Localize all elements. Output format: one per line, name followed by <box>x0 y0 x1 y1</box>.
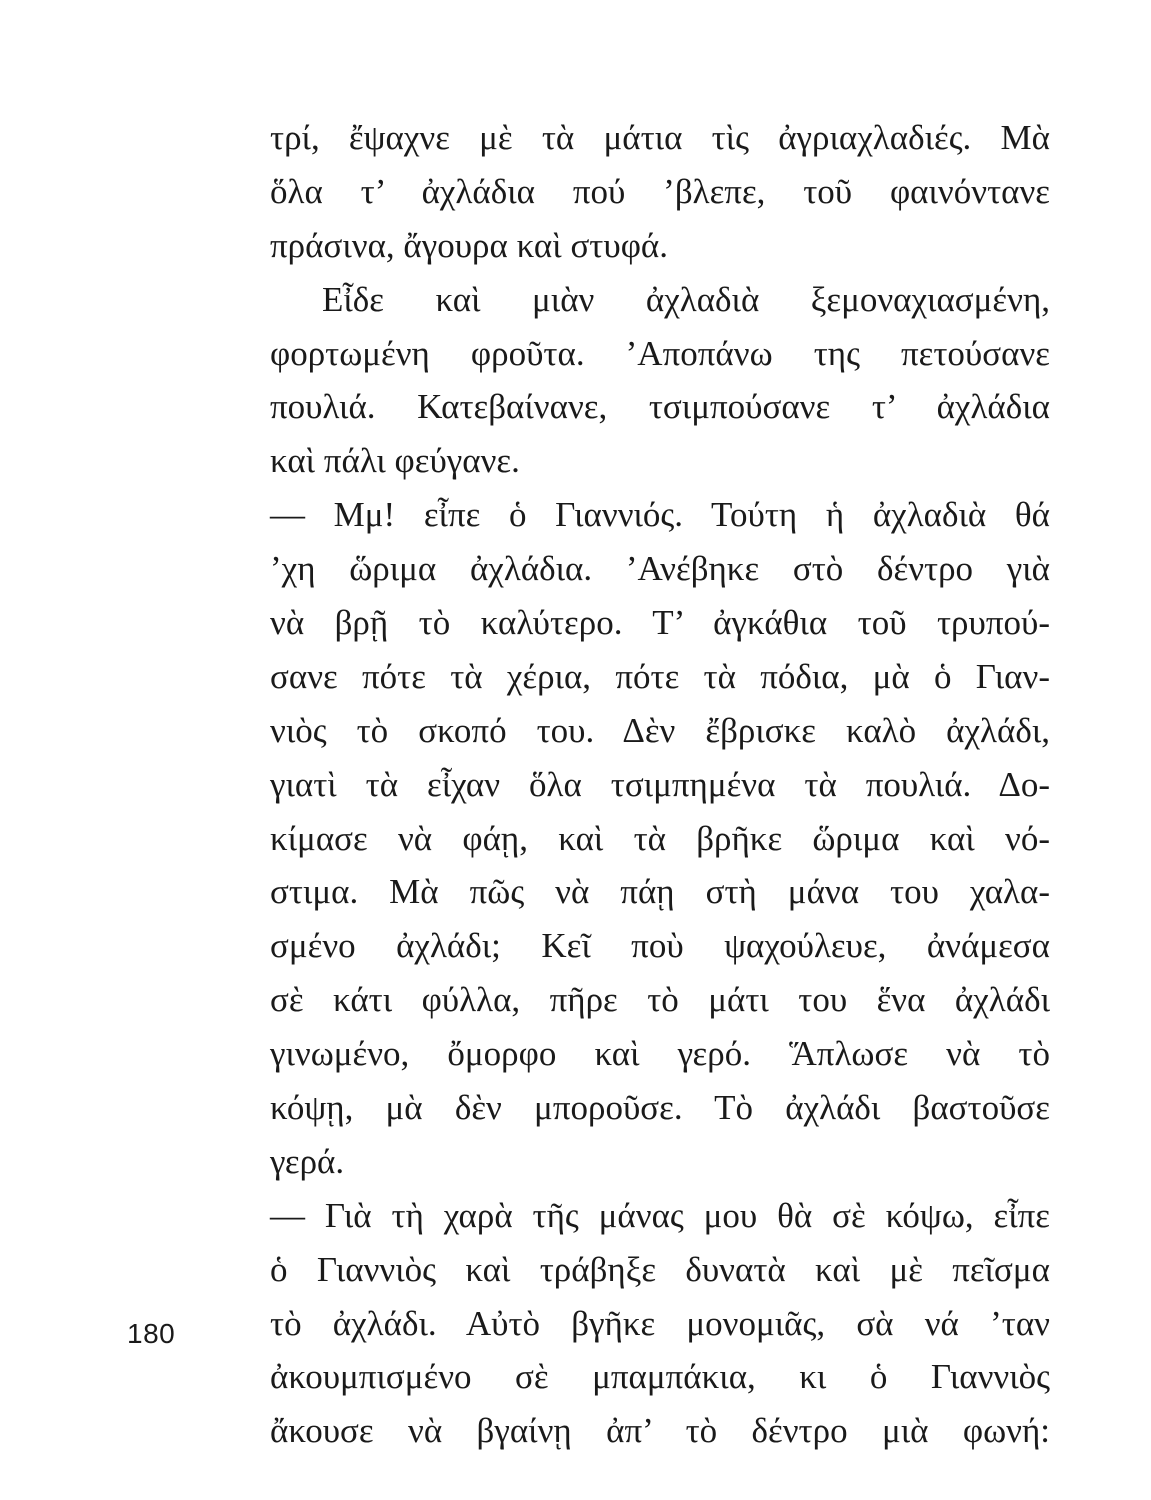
dialogue-line: — Γιὰ τὴ χαρὰ τῆς μάνας μου θὰ σὲ κόψω, εἶπε <box>270 1195 1050 1235</box>
dialogue-line: — Μμ! εἶπε ὁ Γιαννιός. Τούτη ἡ ἀχλαδιὰ θά <box>270 495 1050 535</box>
text-line: γερά. <box>270 1141 345 1181</box>
text-line: στιμα. Μὰ πῶς νὰ πάῃ στὴ μάνα του χαλα- <box>270 872 1050 912</box>
text-line: τὸ ἀχλάδι. Αὐτὸ βγῆκε μονομιᾶς, σὰ νά ’ταν <box>270 1303 1050 1343</box>
text-line: νιὸς τὸ σκοπό του. Δὲν ἔβρισκε καλὸ ἀχλάδι, <box>270 710 1050 750</box>
text-line: ἄκουσε νὰ βγαίνῃ ἀπ’ τὸ δέντρο μιὰ φωνή: <box>270 1411 1050 1451</box>
text-line: πουλιά. Κατεβαίνανε, τσιμπούσανε τ’ ἀχλάδια <box>270 387 1050 427</box>
page-number: 180 <box>127 1318 176 1349</box>
text-line: ’χη ὥριμα ἀχλάδια. ’Ανέβηκε στὸ δέντρο γιὰ <box>270 549 1050 589</box>
text-line: γιατὶ τὰ εἶχαν ὅλα τσιμπημένα τὰ πουλιά. Δο- <box>270 764 1050 804</box>
text-line: ἀκουμπισμένο σὲ μπαμπάκια, κι ὁ Γιαννιὸς <box>270 1357 1050 1397</box>
text-line: ὁ Γιαννιὸς καὶ τράβηξε δυνατὰ καὶ μὲ πεῖσμα <box>270 1249 1050 1289</box>
text-line: τρί, ἔψαχνε μὲ τὰ μάτια τὶς ἀγριαχλαδιές. Μὰ <box>270 118 1050 157</box>
text-line: ὅλα τ’ ἀχλάδια πού ’βλεπε, τοῦ φαινόντανε <box>270 171 1050 211</box>
text-line: κίμασε νὰ φάῃ, καὶ τὰ βρῆκε ὥριμα καὶ νό- <box>270 818 1050 858</box>
text-line: καὶ πάλι φεύγανε. <box>270 441 520 481</box>
text-line: σανε πότε τὰ χέρια, πότε τὰ πόδια, μὰ ὁ Γιαν- <box>270 656 1050 696</box>
text-line: κόψῃ, μὰ δὲν μποροῦσε. Τὸ ἀχλάδι βαστοῦσε <box>270 1088 1050 1128</box>
text-line: σμένο ἀχλάδι; Κεῖ ποὺ ψαχούλευε, ἀνάμεσα <box>270 926 1050 966</box>
text-line: σὲ κάτι φύλλα, πῆρε τὸ μάτι του ἕνα ἀχλάδι <box>270 980 1050 1020</box>
text-line: πράσινα, ἄγουρα καὶ στυφά. <box>270 225 668 265</box>
body-text <box>270 111 1050 1458</box>
text-line: νὰ βρῇ τὸ καλύτερο. Τ’ ἀγκάθια τοῦ τρυπού- <box>270 603 1050 643</box>
paragraph-start-line: Εἶδε καὶ μιὰν ἀχλαδιὰ ξεμοναχιασμένη, <box>322 279 1050 319</box>
text-line: φορτωμένη φροῦτα. ’Αποπάνω της πετούσανε <box>270 333 1050 373</box>
text-line: γινωμένο, ὄμορφο καὶ γερό. Ἅπλωσε νὰ τὸ <box>270 1034 1050 1074</box>
